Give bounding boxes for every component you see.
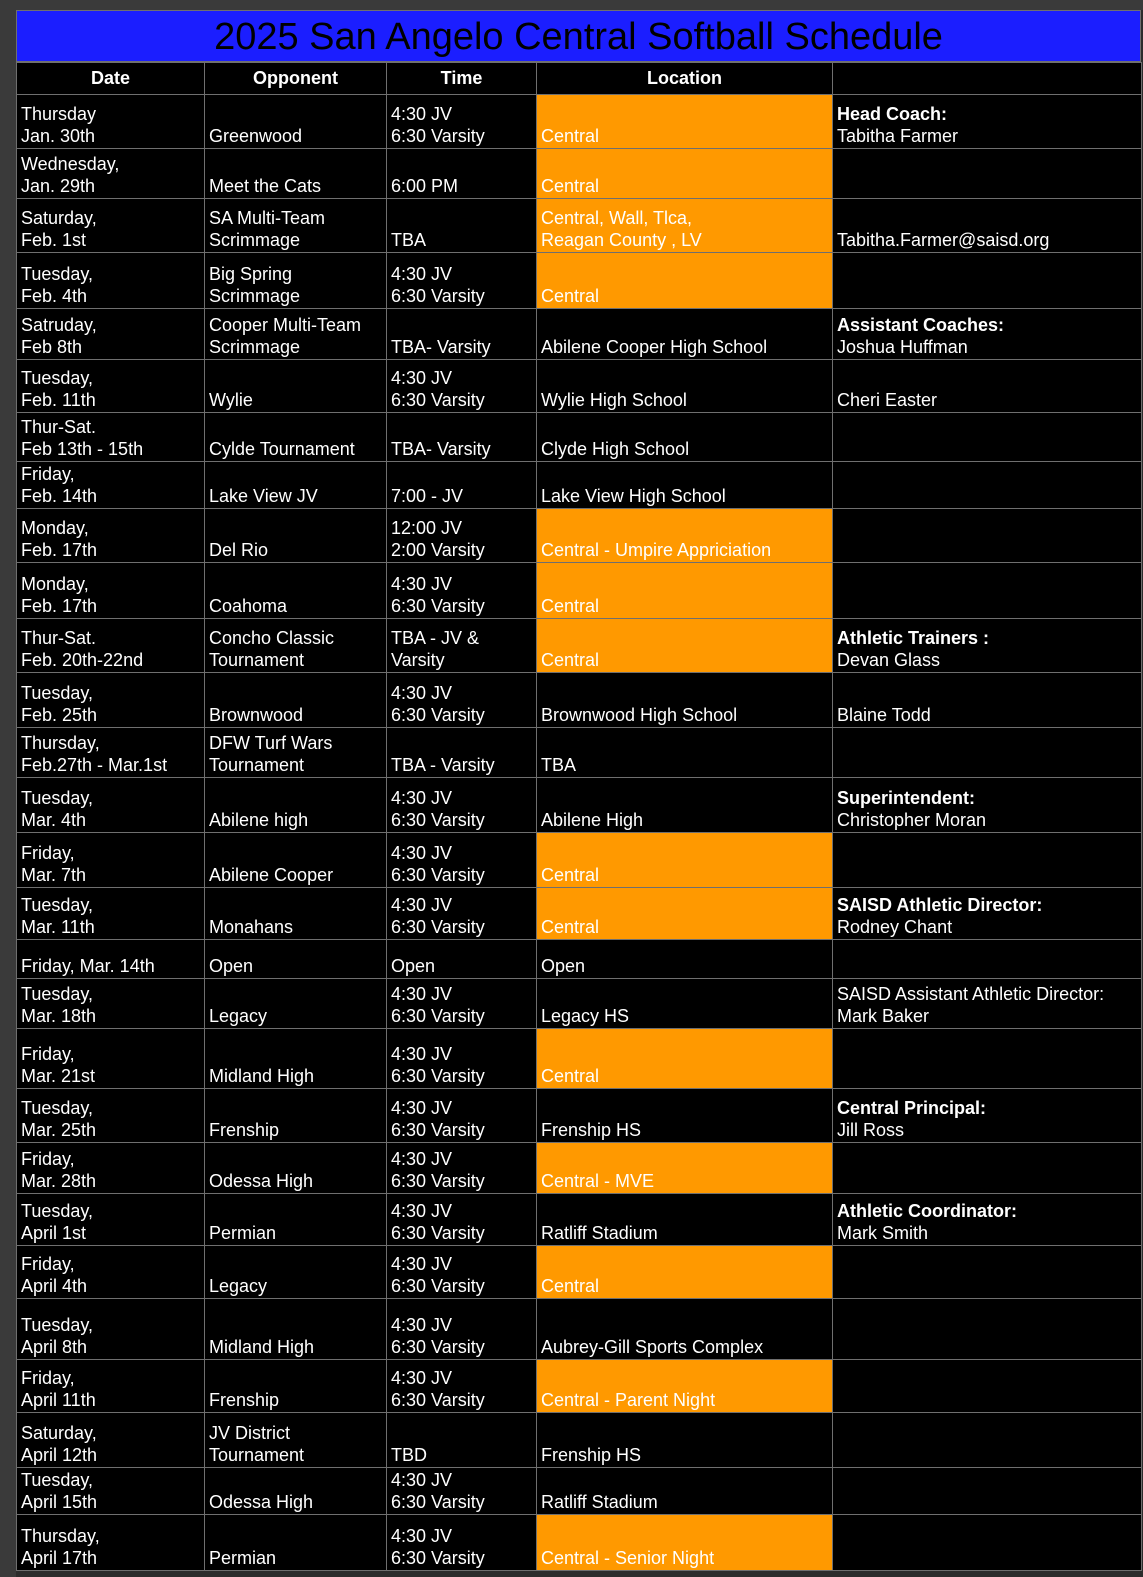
table-row xyxy=(17,1515,1142,1571)
staff-cell[interactable] xyxy=(833,360,1142,413)
table-row xyxy=(17,979,1142,1029)
opponent-cell[interactable]: Wylie xyxy=(205,360,387,413)
date-cell[interactable]: Saturday, Feb. 1st xyxy=(17,199,205,253)
date-cell[interactable]: Thursday, April 17th xyxy=(17,1515,205,1571)
location-cell[interactable]: Central xyxy=(537,619,833,673)
opponent-cell[interactable]: Legacy xyxy=(205,1246,387,1299)
table-row xyxy=(17,462,1142,509)
opponent-cell[interactable]: Lake View JV xyxy=(205,462,387,509)
sheet-top-gutter xyxy=(0,0,1143,10)
opponent-cell[interactable]: Meet the Cats xyxy=(205,149,387,199)
staff-name-text: Jill Ross xyxy=(837,1120,905,1140)
staff-name-text: Tabitha.Farmer@saisd.org xyxy=(837,230,1050,250)
location-cell[interactable]: Clyde High School xyxy=(537,413,833,462)
time-cell[interactable]: 4:30 JV 6:30 Varsity xyxy=(387,563,537,619)
schedule-table xyxy=(16,62,1142,1571)
table-row xyxy=(17,309,1142,360)
table-row xyxy=(17,253,1142,309)
table-row xyxy=(17,1468,1142,1515)
staff-cell[interactable] xyxy=(833,199,1142,253)
opponent-cell[interactable]: Monahans xyxy=(205,888,387,940)
opponent-cell[interactable]: Brownwood xyxy=(205,673,387,728)
location-cell[interactable]: Ratliff Stadium xyxy=(537,1468,833,1515)
opponent-cell[interactable]: Abilene Cooper xyxy=(205,833,387,888)
staff-name-text: Joshua Huffman xyxy=(837,337,968,357)
opponent-cell[interactable]: JV District Tournament xyxy=(205,1413,387,1468)
time-cell[interactable]: TBA - JV & Varsity xyxy=(387,619,537,673)
staff-name-text: Devan Glass xyxy=(837,650,941,670)
time-cell[interactable]: 4:30 JV 6:30 Varsity xyxy=(387,778,537,833)
time-cell[interactable]: 4:30 JV 6:30 Varsity xyxy=(387,1360,537,1413)
time-cell[interactable]: TBA- Varsity xyxy=(387,309,537,360)
table-row xyxy=(17,940,1142,979)
table-row xyxy=(17,833,1142,888)
time-cell[interactable]: 4:30 JV 6:30 Varsity xyxy=(387,833,537,888)
time-cell[interactable]: Open xyxy=(387,940,537,979)
time-cell[interactable]: 6:00 PM xyxy=(387,149,537,199)
date-cell[interactable]: Tuesday, Feb. 25th xyxy=(17,673,205,728)
spreadsheet xyxy=(16,10,1141,1571)
table-row xyxy=(17,563,1142,619)
staff-cell[interactable] xyxy=(833,1089,1142,1143)
time-cell[interactable]: 4:30 JV 6:30 Varsity xyxy=(387,1194,537,1246)
table-row xyxy=(17,1360,1142,1413)
time-cell[interactable]: 4:30 JV 6:30 Varsity xyxy=(387,1089,537,1143)
staff-role-label: Athletic Coordinator: xyxy=(837,1201,1017,1221)
staff-name-text: Christopher Moran xyxy=(837,810,987,830)
staff-cell[interactable] xyxy=(833,149,1142,199)
date-cell[interactable]: Thur-Sat. Feb 13th - 15th xyxy=(17,413,205,462)
location-cell[interactable]: Central, Wall, Tlca, Reagan County , LV xyxy=(537,199,833,253)
staff-cell[interactable] xyxy=(833,1515,1142,1571)
time-cell[interactable]: 4:30 JV 6:30 Varsity xyxy=(387,1468,537,1515)
table-row xyxy=(17,778,1142,833)
location-cell[interactable]: Central xyxy=(537,833,833,888)
date-cell[interactable]: Thursday Jan. 30th xyxy=(17,95,205,149)
staff-cell[interactable] xyxy=(833,619,1142,673)
opponent-cell[interactable]: Open xyxy=(205,940,387,979)
staff-cell[interactable] xyxy=(833,1468,1142,1515)
staff-cell[interactable] xyxy=(833,1143,1142,1194)
opponent-cell[interactable]: SA Multi-Team Scrimmage xyxy=(205,199,387,253)
location-cell[interactable]: Central xyxy=(537,95,833,149)
location-cell[interactable]: Central - Senior Night xyxy=(537,1515,833,1571)
staff-cell[interactable] xyxy=(833,1360,1142,1413)
location-cell[interactable]: Frenship HS xyxy=(537,1089,833,1143)
opponent-cell[interactable]: Big Spring Scrimmage xyxy=(205,253,387,309)
opponent-cell[interactable]: Cooper Multi-Team Scrimmage xyxy=(205,309,387,360)
table-row xyxy=(17,1029,1142,1089)
location-cell[interactable]: Central xyxy=(537,1246,833,1299)
time-cell[interactable]: TBA - Varsity xyxy=(387,728,537,778)
staff-role-label: Assistant Coaches: xyxy=(837,315,1005,335)
date-cell[interactable]: Satruday, Feb 8th xyxy=(17,309,205,360)
time-cell[interactable]: 4:30 JV 6:30 Varsity xyxy=(387,360,537,413)
date-cell[interactable]: Wednesday, Jan. 29th xyxy=(17,149,205,199)
table-row xyxy=(17,619,1142,673)
time-cell[interactable]: 12:00 JV 2:00 Varsity xyxy=(387,509,537,563)
table-row xyxy=(17,413,1142,462)
staff-cell[interactable] xyxy=(833,728,1142,778)
location-cell[interactable]: Central xyxy=(537,888,833,940)
table-row xyxy=(17,1143,1142,1194)
schedule-title[interactable]: 2025 San Angelo Central Softball Schedule xyxy=(16,10,1141,62)
location-cell[interactable]: Open xyxy=(537,940,833,979)
staff-role-label: SAISD Athletic Director: xyxy=(837,895,1043,915)
time-cell[interactable]: 4:30 JV 6:30 Varsity xyxy=(387,1246,537,1299)
staff-role-label: Central Principal: xyxy=(837,1098,987,1118)
staff-cell[interactable] xyxy=(833,1029,1142,1089)
staff-cell[interactable] xyxy=(833,1246,1142,1299)
date-cell[interactable]: Friday, Mar. 14th xyxy=(17,940,205,979)
staff-cell[interactable] xyxy=(833,563,1142,619)
staff-cell[interactable] xyxy=(833,673,1142,728)
table-row xyxy=(17,1194,1142,1246)
staff-cell[interactable] xyxy=(833,1299,1142,1360)
opponent-cell[interactable]: Midland High xyxy=(205,1299,387,1360)
location-cell[interactable]: TBA xyxy=(537,728,833,778)
staff-cell[interactable] xyxy=(833,778,1142,833)
location-cell[interactable]: Central xyxy=(537,253,833,309)
time-cell[interactable]: 4:30 JV 6:30 Varsity xyxy=(387,673,537,728)
time-cell[interactable]: TBA- Varsity xyxy=(387,413,537,462)
location-cell[interactable]: Central - Umpire Appriciation xyxy=(537,509,833,563)
location-cell[interactable]: Aubrey-Gill Sports Complex xyxy=(537,1299,833,1360)
table-row xyxy=(17,199,1142,253)
sheet-left-gutter xyxy=(0,0,16,1577)
date-cell[interactable]: Tuesday, April 1st xyxy=(17,1194,205,1246)
table-row xyxy=(17,1089,1142,1143)
location-cell[interactable]: Central xyxy=(537,149,833,199)
staff-cell[interactable] xyxy=(833,979,1142,1029)
staff-cell[interactable] xyxy=(833,413,1142,462)
date-cell[interactable]: Friday, Mar. 28th xyxy=(17,1143,205,1194)
staff-cell[interactable] xyxy=(833,253,1142,309)
opponent-cell[interactable]: Legacy xyxy=(205,979,387,1029)
opponent-cell[interactable]: Cylde Tournament xyxy=(205,413,387,462)
location-cell[interactable]: Wylie High School xyxy=(537,360,833,413)
header-extra[interactable] xyxy=(833,63,1142,95)
opponent-cell[interactable]: DFW Turf Wars Tournament xyxy=(205,728,387,778)
date-cell[interactable]: Tuesday, April 15th xyxy=(17,1468,205,1515)
opponent-cell[interactable]: Coahoma xyxy=(205,563,387,619)
table-row xyxy=(17,149,1142,199)
staff-cell[interactable] xyxy=(833,888,1142,940)
staff-cell[interactable] xyxy=(833,1413,1142,1468)
location-cell[interactable]: Ratliff Stadium xyxy=(537,1194,833,1246)
date-cell[interactable]: Tuesday, Mar. 18th xyxy=(17,979,205,1029)
location-cell[interactable]: Central xyxy=(537,563,833,619)
date-cell[interactable]: Friday, Feb. 14th xyxy=(17,462,205,509)
time-cell[interactable]: 4:30 JV 6:30 Varsity xyxy=(387,888,537,940)
table-row xyxy=(17,888,1142,940)
table-row xyxy=(17,728,1142,778)
location-cell[interactable]: Abilene High xyxy=(537,778,833,833)
opponent-cell[interactable]: Concho Classic Tournament xyxy=(205,619,387,673)
table-row xyxy=(17,1246,1142,1299)
staff-cell[interactable] xyxy=(833,309,1142,360)
staff-name-text: Tabitha Farmer xyxy=(837,126,959,146)
time-cell[interactable]: 4:30 JV 6:30 Varsity xyxy=(387,1299,537,1360)
time-cell[interactable]: TBA xyxy=(387,199,537,253)
table-row xyxy=(17,1299,1142,1360)
opponent-cell[interactable]: Permian xyxy=(205,1194,387,1246)
time-cell[interactable]: 7:00 - JV xyxy=(387,462,537,509)
location-cell[interactable]: Legacy HS xyxy=(537,979,833,1029)
staff-name-text: Mark Smith xyxy=(837,1223,929,1243)
opponent-cell[interactable]: Greenwood xyxy=(205,95,387,149)
staff-role-label: Superintendent: xyxy=(837,788,975,808)
date-cell[interactable]: Monday, Feb. 17th xyxy=(17,509,205,563)
staff-cell[interactable] xyxy=(833,509,1142,563)
time-cell[interactable]: 4:30 JV 6:30 Varsity xyxy=(387,1143,537,1194)
opponent-cell[interactable]: Abilene high xyxy=(205,778,387,833)
opponent-cell[interactable]: Odessa High xyxy=(205,1468,387,1515)
date-cell[interactable]: Friday, Mar. 21st xyxy=(17,1029,205,1089)
location-cell[interactable]: Brownwood High School xyxy=(537,673,833,728)
date-cell[interactable]: Thur-Sat. Feb. 20th-22nd xyxy=(17,619,205,673)
time-cell[interactable]: TBD xyxy=(387,1413,537,1468)
table-row xyxy=(17,95,1142,149)
schedule-rows xyxy=(17,95,1142,1571)
staff-name-text: SAISD Assistant Athletic Director: Mark Baker xyxy=(837,984,1105,1026)
date-cell[interactable]: Tuesday, Mar. 11th xyxy=(17,888,205,940)
date-cell[interactable]: Friday, April 11th xyxy=(17,1360,205,1413)
time-cell[interactable]: 4:30 JV 6:30 Varsity xyxy=(387,1029,537,1089)
date-cell[interactable]: Tuesday, Mar. 4th xyxy=(17,778,205,833)
date-cell[interactable]: Saturday, April 12th xyxy=(17,1413,205,1468)
time-cell[interactable]: 4:30 JV 6:30 Varsity xyxy=(387,95,537,149)
location-cell[interactable]: Central xyxy=(537,1029,833,1089)
header-opponent[interactable]: Opponent xyxy=(205,63,387,95)
location-cell[interactable]: Lake View High School xyxy=(537,462,833,509)
date-cell[interactable]: Thursday, Feb.27th - Mar.1st xyxy=(17,728,205,778)
staff-cell[interactable] xyxy=(833,833,1142,888)
location-cell[interactable]: Central - Parent Night xyxy=(537,1360,833,1413)
opponent-cell[interactable]: Midland High xyxy=(205,1029,387,1089)
staff-cell[interactable] xyxy=(833,462,1142,509)
time-cell[interactable]: 4:30 JV 6:30 Varsity xyxy=(387,979,537,1029)
date-cell[interactable]: Tuesday, Feb. 11th xyxy=(17,360,205,413)
header-row xyxy=(17,63,1142,95)
location-cell[interactable]: Central - MVE xyxy=(537,1143,833,1194)
date-cell[interactable]: Tuesday, April 8th xyxy=(17,1299,205,1360)
header-time[interactable]: Time xyxy=(387,63,537,95)
location-cell[interactable]: Abilene Cooper High School xyxy=(537,309,833,360)
staff-name-text: Rodney Chant xyxy=(837,917,953,937)
date-cell[interactable]: Monday, Feb. 17th xyxy=(17,563,205,619)
header-location[interactable]: Location xyxy=(537,63,833,95)
opponent-cell[interactable]: Frenship xyxy=(205,1360,387,1413)
staff-role-label: Head Coach: xyxy=(837,104,948,124)
date-cell[interactable]: Tuesday, Mar. 25th xyxy=(17,1089,205,1143)
staff-name-text: Cheri Easter xyxy=(837,390,938,410)
time-cell[interactable]: 4:30 JV 6:30 Varsity xyxy=(387,253,537,309)
date-cell[interactable]: Friday, April 4th xyxy=(17,1246,205,1299)
header-date[interactable]: Date xyxy=(17,63,205,95)
date-cell[interactable]: Friday, Mar. 7th xyxy=(17,833,205,888)
opponent-cell[interactable]: Frenship xyxy=(205,1089,387,1143)
opponent-cell[interactable]: Odessa High xyxy=(205,1143,387,1194)
staff-role-label: Athletic Trainers : xyxy=(837,628,990,648)
table-row xyxy=(17,673,1142,728)
location-cell[interactable]: Frenship HS xyxy=(537,1413,833,1468)
table-row xyxy=(17,360,1142,413)
table-row xyxy=(17,1413,1142,1468)
date-cell[interactable]: Tuesday, Feb. 4th xyxy=(17,253,205,309)
time-cell[interactable]: 4:30 JV 6:30 Varsity xyxy=(387,1515,537,1571)
table-row xyxy=(17,509,1142,563)
opponent-cell[interactable]: Permian xyxy=(205,1515,387,1571)
staff-cell[interactable] xyxy=(833,1194,1142,1246)
staff-cell[interactable] xyxy=(833,940,1142,979)
staff-cell[interactable] xyxy=(833,95,1142,149)
opponent-cell[interactable]: Del Rio xyxy=(205,509,387,563)
staff-name-text: Blaine Todd xyxy=(837,705,931,725)
